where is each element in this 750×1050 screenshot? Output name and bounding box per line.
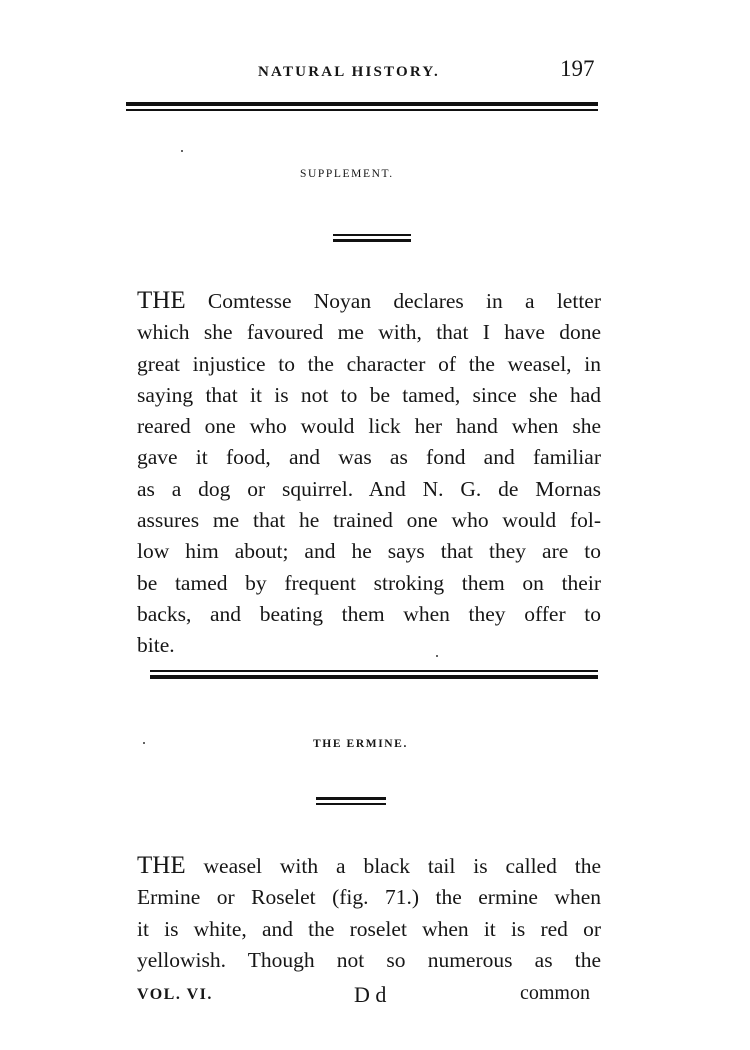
text-line: low him about; and he says that they are to bbox=[137, 539, 601, 564]
text-line: Ermine or Roselet (fig. 71.) the ermine when bbox=[137, 885, 601, 910]
running-title: NATURAL HISTORY. bbox=[258, 64, 440, 80]
header-rule-thin bbox=[126, 109, 598, 111]
text-line: saying that it is not to be tamed, since she had bbox=[137, 382, 601, 407]
text-line-rest: Comtesse Noyan declares in a letter bbox=[185, 289, 601, 313]
text-line: gave it food, and was as fond and familiar bbox=[137, 445, 601, 470]
ermine-divider-top bbox=[316, 797, 386, 800]
section-rule-thick bbox=[150, 675, 598, 679]
supplement-divider-top bbox=[333, 234, 411, 236]
text-line-rest: weasel with a black tail is called the bbox=[185, 854, 601, 878]
text-line bbox=[137, 850, 601, 882]
ink-speck bbox=[436, 655, 438, 657]
text-line: reared one who would lick her hand when she bbox=[137, 414, 601, 439]
text-line: which she favoured me with, that I have done bbox=[137, 320, 601, 345]
ermine-divider-bottom bbox=[316, 803, 386, 805]
text-line: backs, and beating them when they offer to bbox=[137, 601, 601, 626]
ink-speck bbox=[143, 742, 145, 744]
lead-word: THE bbox=[137, 852, 186, 879]
catchword: common bbox=[520, 982, 590, 1004]
supplement-paragraph bbox=[137, 285, 601, 662]
text-line: it is white, and the roselet when it is red or bbox=[137, 916, 601, 941]
supplement-heading: SUPPLEMENT. bbox=[300, 168, 394, 180]
text-line: yellowish. Though not so numerous as the bbox=[137, 947, 601, 972]
text-line: bite. bbox=[137, 633, 175, 658]
text-line bbox=[137, 285, 601, 317]
page-number: 197 bbox=[560, 56, 595, 81]
text-line: great injustice to the character of the weasel, in bbox=[137, 351, 601, 376]
supplement-divider-bottom bbox=[333, 239, 411, 242]
text-line: assures me that he trained one who would fol- bbox=[137, 508, 601, 533]
section-rule-thin bbox=[150, 670, 598, 672]
lead-word: THE bbox=[137, 287, 186, 314]
signature-mark: D d bbox=[354, 982, 387, 1007]
volume-marker: VOL. VI. bbox=[137, 986, 213, 1003]
ink-speck bbox=[181, 150, 183, 152]
ermine-heading: THE ERMINE. bbox=[313, 738, 408, 750]
ermine-paragraph bbox=[137, 850, 601, 976]
text-line: as a dog or squirrel. And N. G. de Mornas bbox=[137, 476, 601, 501]
header-rule-thick bbox=[126, 102, 598, 106]
text-line: be tamed by frequent stroking them on their bbox=[137, 570, 601, 595]
